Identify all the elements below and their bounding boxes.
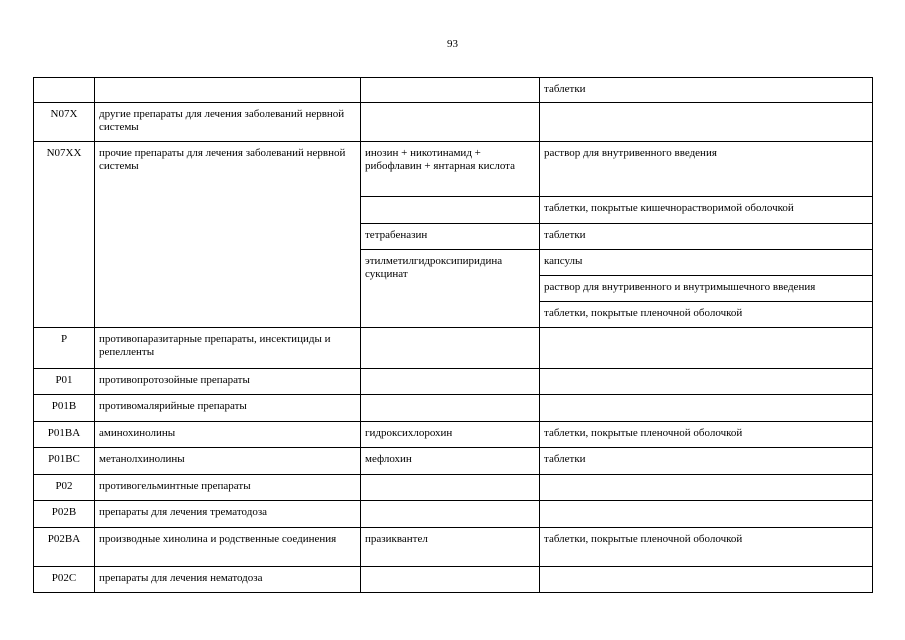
dosage-form-cell: таблетки [540,448,873,475]
drug-name-cell: гидроксихлорохин [361,422,540,448]
page-number: 93 [447,38,458,50]
drug-name-cell: мефлохин [361,448,540,475]
dosage-form-cell: раствор для внутривенного введения [540,142,873,197]
table-row [34,448,873,475]
drug-name-cell: инозин + никотинамид + рибофлавин + янтарная кислота [361,142,540,197]
dosage-form-cell [540,103,873,142]
table-row [34,501,873,528]
dosage-form-cell: таблетки, покрытые пленочной оболочкой [540,528,873,567]
dosage-form-cell [540,369,873,395]
table-row [34,567,873,593]
drug-name-cell [361,501,540,528]
pharmacological-group-cell [95,78,361,103]
drug-name-cell [361,369,540,395]
dosage-form-cell: раствор для внутривенного и внутримышечного введения [540,276,873,302]
dosage-form-cell: капсулы [540,250,873,276]
table-row [34,475,873,501]
pharmacological-group-cell: метанолхинолины [95,448,361,475]
dosage-form-cell: таблетки, покрытые пленочной оболочкой [540,422,873,448]
pharmacological-group-cell: противопротозойные препараты [95,369,361,395]
dosage-form-cell: таблетки, покрытые пленочной оболочкой [540,302,873,328]
drug-table [33,77,873,593]
atc-code-cell: N07X [34,103,95,142]
drug-name-cell: празиквантел [361,528,540,567]
dosage-form-cell [540,501,873,528]
dosage-form-cell: таблетки [540,224,873,250]
atc-code-cell: P02B [34,501,95,528]
pharmacological-group-cell: препараты для лечения нематодоза [95,567,361,593]
drug-name-cell [361,475,540,501]
table-row [34,395,873,422]
drug-name-cell [361,197,540,224]
table-row [34,78,873,103]
dosage-form-cell [540,475,873,501]
dosage-form-cell [540,395,873,422]
table-row [34,142,873,197]
atc-code-cell: P01B [34,395,95,422]
pharmacological-group-cell: противопаразитарные препараты, инсектициды и репелленты [95,328,361,369]
drug-name-cell [361,567,540,593]
atc-code-cell: N07XX [34,142,95,328]
drug-name-cell: тетрабеназин [361,224,540,250]
drug-name-cell [361,103,540,142]
drug-name-cell [361,78,540,103]
atc-code-cell: P01BA [34,422,95,448]
dosage-form-cell: таблетки [540,78,873,103]
dosage-form-cell: таблетки, покрытые кишечнорастворимой оболочкой [540,197,873,224]
atc-code-cell: P01BC [34,448,95,475]
pharmacological-group-cell: аминохинолины [95,422,361,448]
drug-name-cell: этилметилгидроксипиридина сукцинат [361,250,540,328]
dosage-form-cell [540,567,873,593]
pharmacological-group-cell: противогельминтные препараты [95,475,361,501]
table-row [34,422,873,448]
dosage-form-cell [540,328,873,369]
pharmacological-group-cell: производные хинолина и родственные соединения [95,528,361,567]
atc-code-cell: P02 [34,475,95,501]
atc-code-cell: P02C [34,567,95,593]
atc-code-cell: P02BA [34,528,95,567]
table-row [34,103,873,142]
pharmacological-group-cell: препараты для лечения трематодоза [95,501,361,528]
table-row [34,528,873,567]
pharmacological-group-cell: другие препараты для лечения заболеваний нервной системы [95,103,361,142]
table-row [34,369,873,395]
pharmacological-group-cell: прочие препараты для лечения заболеваний нервной системы [95,142,361,328]
drug-name-cell [361,328,540,369]
atc-code-cell: P [34,328,95,369]
table-row [34,328,873,369]
atc-code-cell [34,78,95,103]
pharmacological-group-cell: противомалярийные препараты [95,395,361,422]
atc-code-cell: P01 [34,369,95,395]
drug-name-cell [361,395,540,422]
